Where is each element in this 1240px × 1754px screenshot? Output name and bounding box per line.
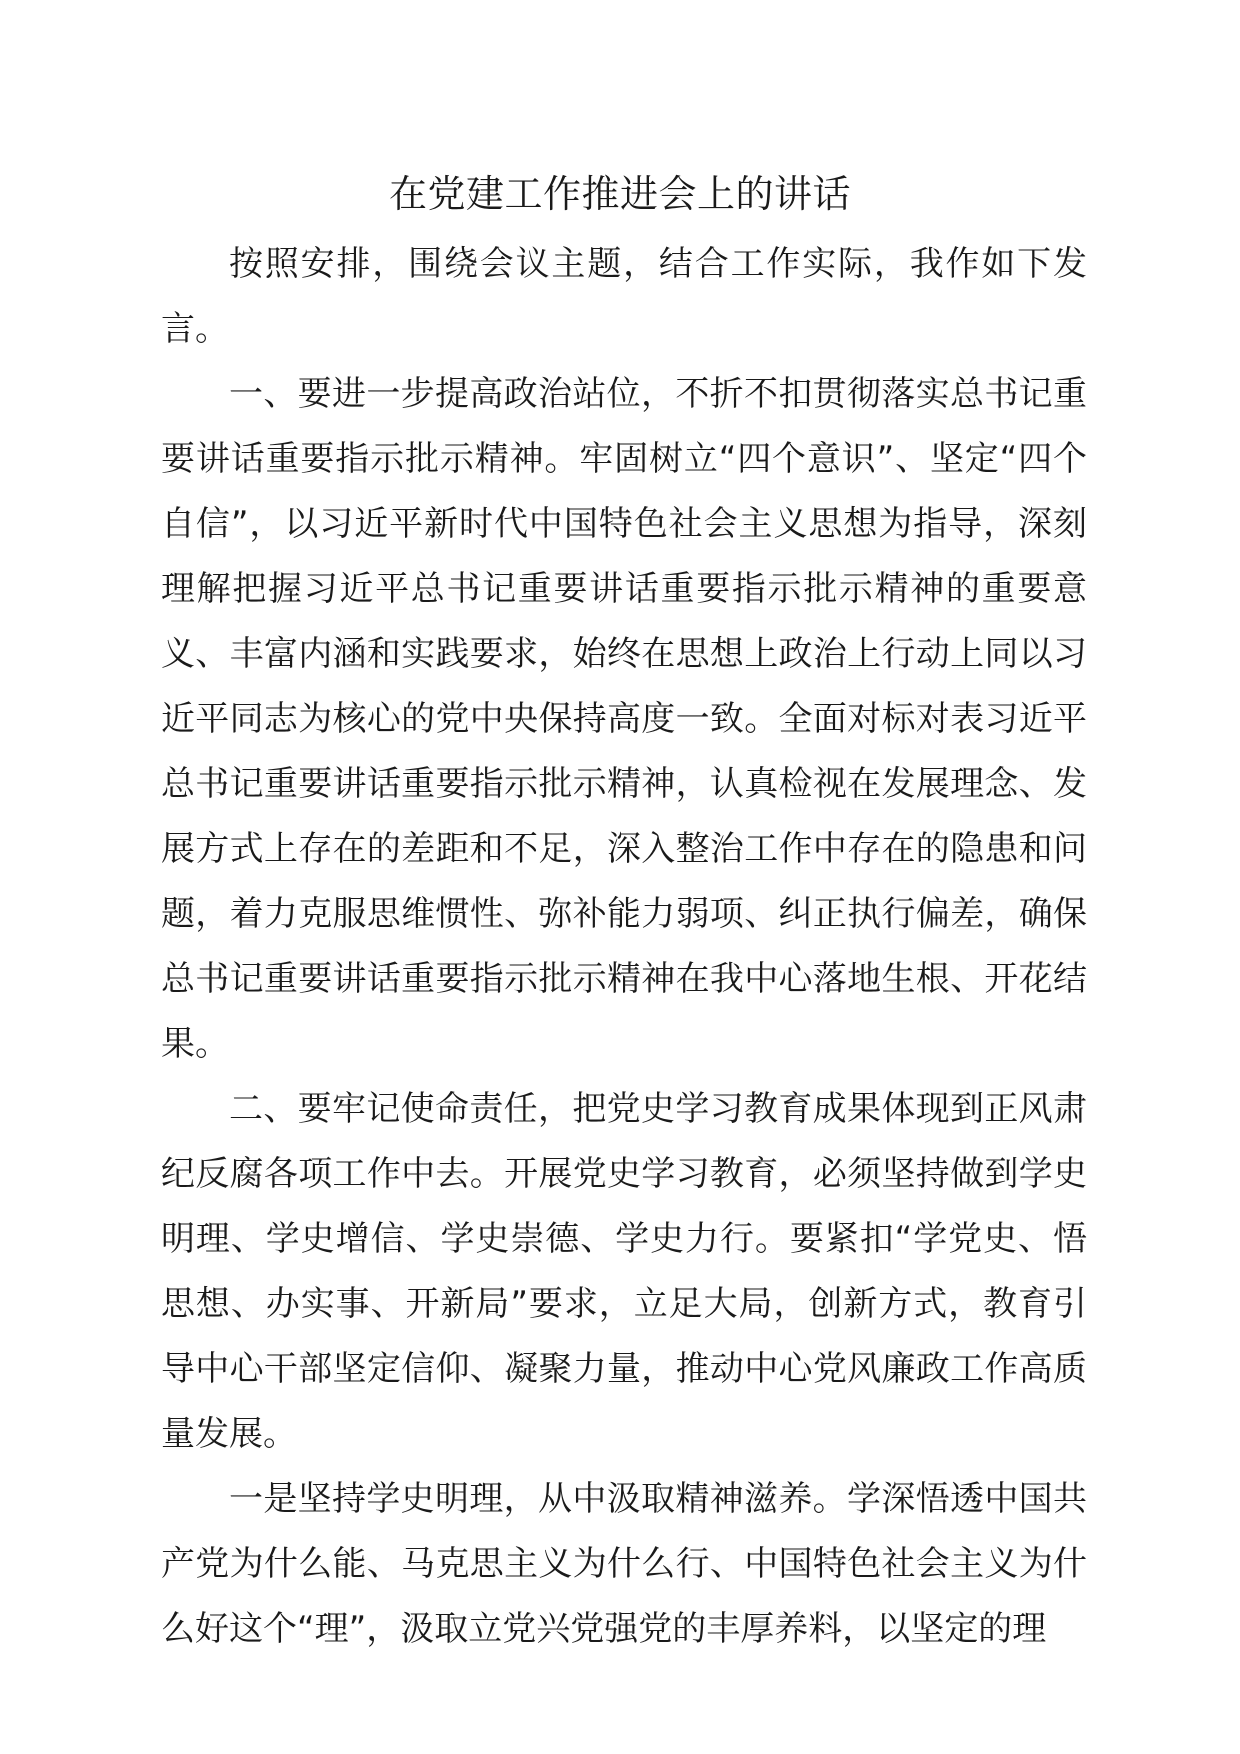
document-title: 在党建工作推进会上的讲话 xyxy=(388,172,851,216)
paragraph-intro: 按照安排，围绕会议主题，结合工作实际，我作如下发言。 xyxy=(161,244,1087,349)
paragraph-section-one: 一、要进一步提高政治站位，不折不扣贯彻落实总书记重要讲话重要指示批示精神。牢固树立“四个意识”、坚定“四个自信”，以习近平新时代中国特色社会主义思想为指导，深刻理解把握习近平总书记重要讲话重要指示批示精神的重要意义、丰富内涵和实践要求，始终在思想上政治上行动上同以习近平同志为核心的党中央保持高度一致。全面对标对表习近平总书记重要讲话重要指示批示精神，认真检视在发展理念、发展方式上存在的差距和不足，深入整治工作中存在的隐患和问题，着力克服思维惯性、弥补能力弱项、纠正执行偏差，确保总书记重要讲话重要指示批示精神在我中心落地生根、开花结果。 xyxy=(161,374,1087,1064)
paragraph-point-one: 一是坚持学史明理，从中汲取精神滋养。学深悟透中国共产党为什么能、马克思主义为什么行、中国特色社会主义为什么好这个“理”，汲取立党兴党强党的丰厚养料，以坚定的理 xyxy=(161,1479,1087,1649)
document-body xyxy=(161,232,1087,1662)
paragraph-section-two: 二、要牢记使命责任，把党史学习教育成果体现到正风肃纪反腐各项工作中去。开展党史学习教育，必须坚持做到学史明理、学史增信、学史崇德、学史力行。要紧扣“学党史、悟思想、办实事、开新局”要求，立足大局，创新方式，教育引导中心干部坚定信仰、凝聚力量，推动中心党风廉政工作高质量发展。 xyxy=(161,1089,1087,1454)
